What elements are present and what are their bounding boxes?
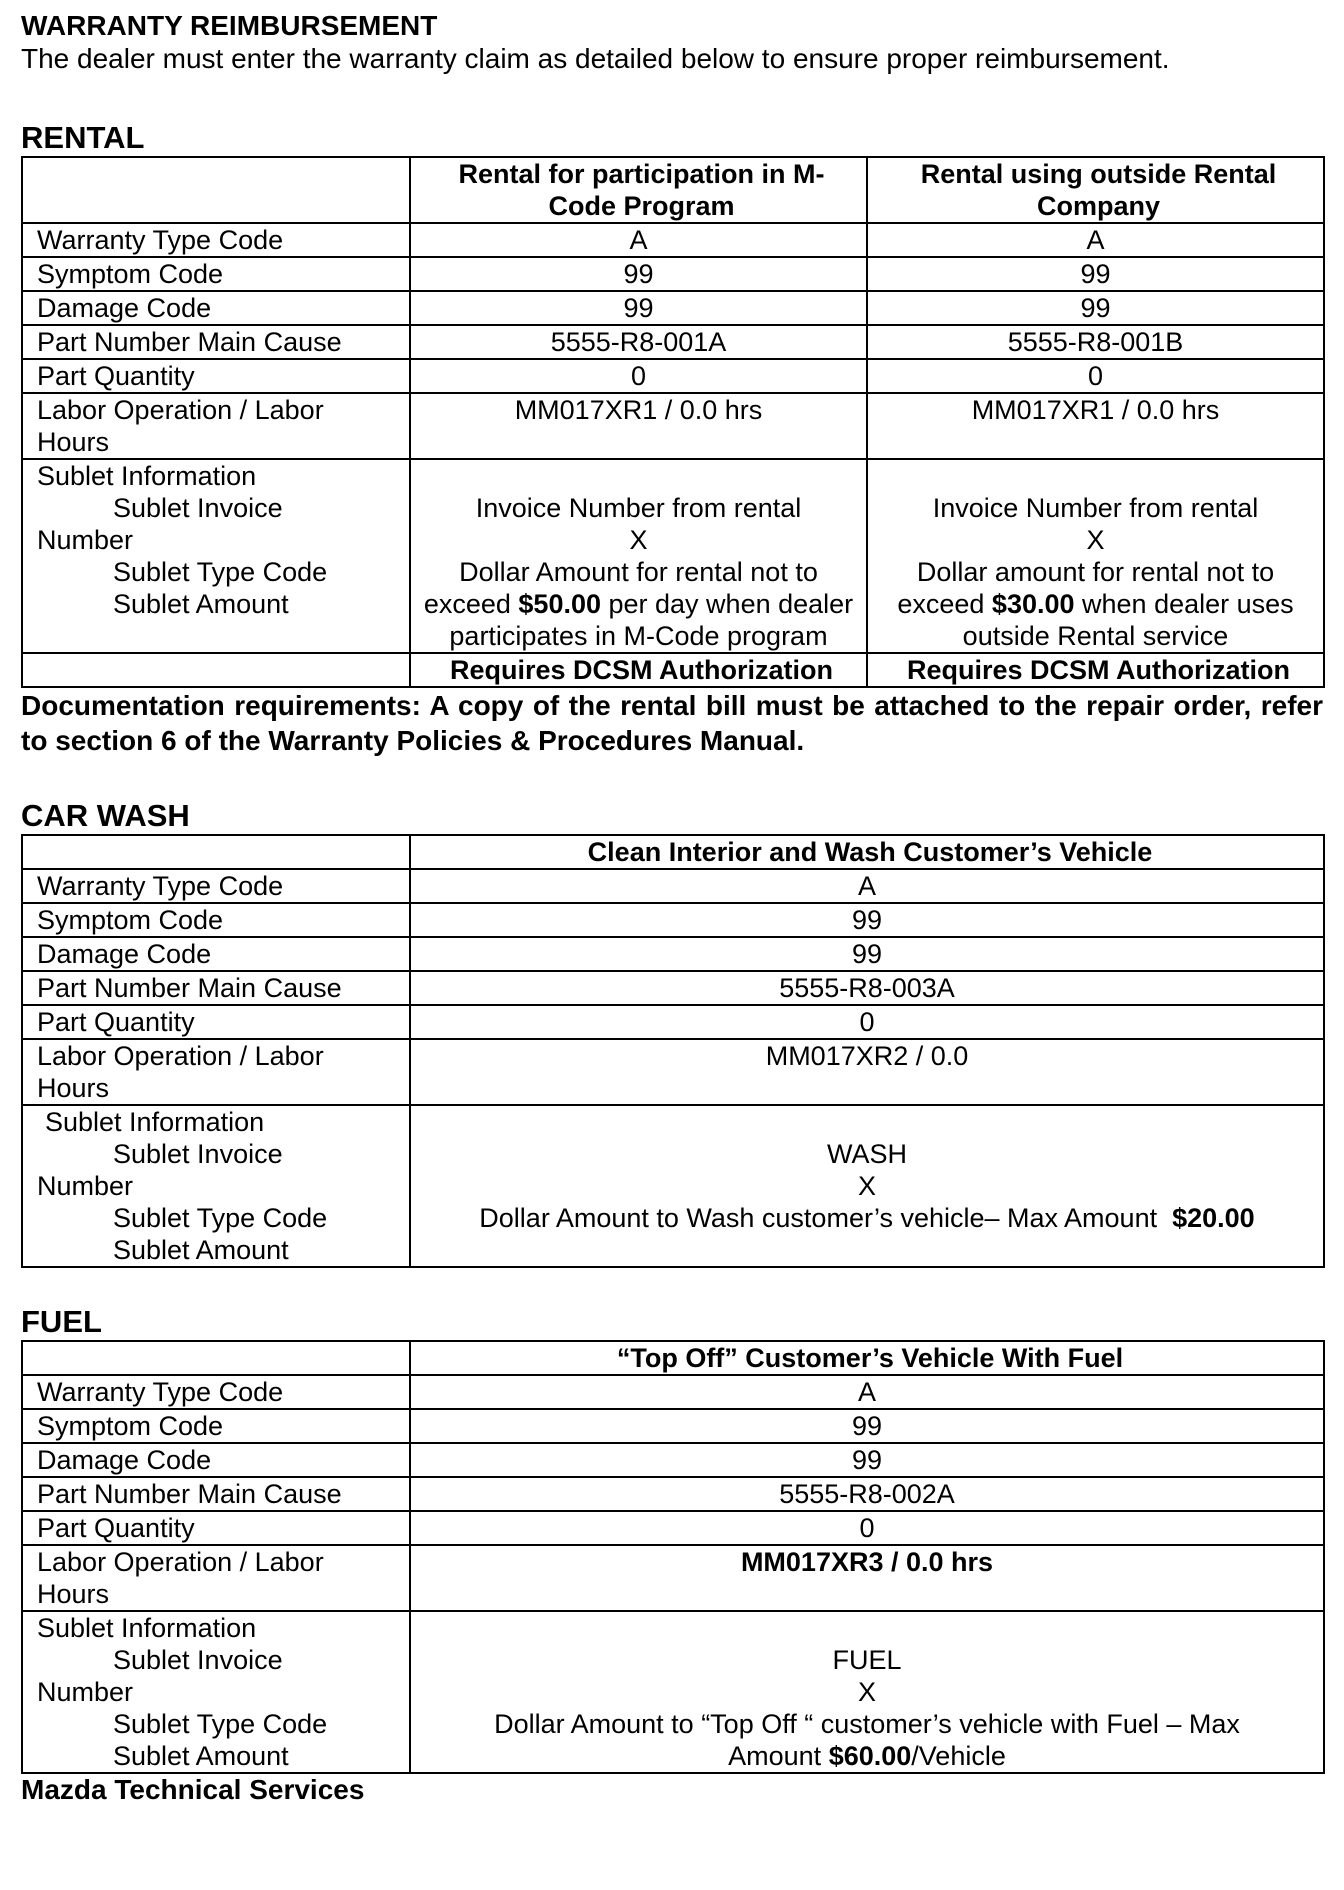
row-label: Symptom Code (22, 903, 410, 937)
table-row (22, 325, 1324, 359)
column-header: Rental using outside Rental Company (867, 157, 1324, 223)
text-span: Dollar Amount to Wash customer’s vehicle– Max Amount (479, 1203, 1173, 1233)
table-cell: 5555-R8-001B (867, 325, 1324, 359)
row-label: Part Quantity (22, 359, 410, 393)
text-span: when dealer uses outside Rental service (962, 589, 1294, 651)
table-cell: 99 (410, 1443, 1324, 1477)
table-row (22, 1611, 1324, 1773)
fuel-table (21, 1340, 1325, 1774)
table-cell: 0 (410, 1511, 1324, 1545)
label-line: Labor Operation / Labor (37, 395, 324, 425)
label-line: Sublet Type Code (113, 1203, 328, 1233)
fuel-heading: FUEL (21, 1304, 102, 1339)
table-cell: 0 (410, 1005, 1324, 1039)
row-label: Symptom Code (22, 1409, 410, 1443)
row-label: Part Quantity (22, 1005, 410, 1039)
page-title: WARRANTY REIMBURSEMENT (21, 10, 438, 41)
table-cell: 5555-R8-001A (410, 325, 867, 359)
cell-line (878, 556, 1313, 652)
label-line: Labor Operation / Labor (37, 1041, 324, 1071)
text-span: Dollar Amount to “Top Off “ customer’s vehicle with Fuel – Max Amount (494, 1709, 1240, 1771)
row-label (22, 459, 410, 653)
car-wash-table (21, 834, 1325, 1268)
cell-line (421, 556, 856, 652)
table-row (22, 257, 1324, 291)
row-label (22, 1105, 410, 1267)
amount-value: $50.00 (518, 589, 601, 619)
car-wash-heading: CAR WASH (21, 798, 190, 833)
row-label (22, 1611, 410, 1773)
label-line: Sublet Information (37, 1613, 257, 1643)
table-cell: 99 (867, 291, 1324, 325)
intro-text: The dealer must enter the warranty claim as detailed below to ensure proper reimbursement. (21, 43, 1170, 74)
table-row (22, 1477, 1324, 1511)
table-cell: A (867, 223, 1324, 257)
row-label: Symptom Code (22, 257, 410, 291)
table-row (22, 1443, 1324, 1477)
text-span: /Vehicle (911, 1741, 1006, 1771)
table-cell (22, 1341, 410, 1375)
table-row (22, 393, 1324, 459)
table-cell: 99 (410, 1409, 1324, 1443)
table-row (22, 1545, 1324, 1611)
label-line: Number (37, 525, 134, 555)
label-line: Hours (37, 427, 110, 457)
table-cell: 99 (410, 937, 1324, 971)
row-label (22, 1039, 410, 1105)
label-line: Sublet Type Code (113, 1709, 328, 1739)
cell-line: X (857, 1171, 876, 1201)
authorization-note: Requires DCSM Authorization (867, 653, 1324, 687)
cell-line (471, 1708, 1263, 1772)
cell-line: Invoice Number from rental (932, 493, 1259, 523)
label-line: Hours (37, 1579, 110, 1609)
table-row (22, 459, 1324, 653)
amount-value: $60.00 (828, 1741, 912, 1771)
table-cell: 99 (867, 257, 1324, 291)
table-cell: 5555-R8-003A (410, 971, 1324, 1005)
amount-value: $30.00 (991, 589, 1075, 619)
rental-heading: RENTAL (21, 120, 145, 155)
document-page (21, 10, 1323, 1806)
authorization-note: Requires DCSM Authorization (410, 653, 867, 687)
cell-line: FUEL (832, 1645, 902, 1675)
table-cell (410, 459, 867, 653)
table-cell: 99 (410, 903, 1324, 937)
table-cell (410, 1611, 1324, 1773)
table-header-row (22, 835, 1324, 869)
cell-line: X (1086, 525, 1105, 555)
row-label: Part Quantity (22, 1511, 410, 1545)
label-line: Labor Operation / Labor (37, 1547, 324, 1577)
label-line: Sublet Invoice (113, 1139, 283, 1169)
table-cell (867, 459, 1324, 653)
label-line: Sublet Amount (113, 1235, 289, 1265)
row-label: Warranty Type Code (22, 869, 410, 903)
table-cell: 5555-R8-002A (410, 1477, 1324, 1511)
text-span: Dollar Amount for rental not to exceed (423, 557, 818, 619)
table-row (22, 1409, 1324, 1443)
label-line: Sublet Amount (113, 589, 289, 619)
cell-line: WASH (827, 1139, 907, 1169)
row-label: Part Number Main Cause (22, 325, 410, 359)
table-header-row (22, 1341, 1324, 1375)
table-row (22, 1375, 1324, 1409)
table-row (22, 1105, 1324, 1267)
table-cell (22, 157, 410, 223)
cell-line: X (857, 1677, 876, 1707)
table-cell: 99 (410, 257, 867, 291)
table-cell: A (410, 1375, 1324, 1409)
table-row (22, 359, 1324, 393)
table-cell (22, 653, 410, 687)
table-cell: 99 (410, 291, 867, 325)
table-row (22, 937, 1324, 971)
label-line: Sublet Invoice (113, 1645, 283, 1675)
cell-line: Invoice Number from rental (475, 493, 802, 523)
table-row (22, 1511, 1324, 1545)
table-row (22, 1039, 1324, 1105)
row-label: Part Number Main Cause (22, 971, 410, 1005)
table-row (22, 291, 1324, 325)
cell-line: X (629, 525, 648, 555)
row-label (22, 393, 410, 459)
table-cell: 0 (410, 359, 867, 393)
documentation-requirements: Documentation requirements: A copy of the rental bill must be attached to the repair order, refer to section 6 of the Warranty Policies & Procedures Manual. (21, 690, 1323, 756)
table-row (22, 971, 1324, 1005)
row-label: Warranty Type Code (22, 1375, 410, 1409)
table-cell: A (410, 223, 867, 257)
table-row (22, 653, 1324, 687)
table-cell (410, 1105, 1324, 1267)
table-header-row (22, 157, 1324, 223)
column-header: “Top Off” Customer’s Vehicle With Fuel (410, 1341, 1324, 1375)
table-cell: 0 (867, 359, 1324, 393)
table-row (22, 869, 1324, 903)
footer-text: Mazda Technical Services (21, 1774, 365, 1805)
row-label: Damage Code (22, 937, 410, 971)
table-cell: MM017XR3 / 0.0 hrs (410, 1545, 1324, 1611)
row-label: Part Number Main Cause (22, 1477, 410, 1511)
table-row (22, 903, 1324, 937)
text-span: Dollar amount for rental not to exceed (897, 557, 1275, 619)
label-line: Number (37, 1677, 134, 1707)
table-cell: MM017XR2 / 0.0 (410, 1039, 1324, 1105)
table-row (22, 223, 1324, 257)
label-line: Number (37, 1171, 134, 1201)
label-line: Sublet Invoice (113, 493, 283, 523)
cell-line (421, 1202, 1313, 1234)
row-label: Damage Code (22, 291, 410, 325)
column-header: Rental for participation in M-Code Program (410, 157, 867, 223)
table-row (22, 1005, 1324, 1039)
rental-table (21, 156, 1325, 688)
row-label: Damage Code (22, 1443, 410, 1477)
table-cell: A (410, 869, 1324, 903)
text-span: per day when dealer participates in M-Code program (449, 589, 854, 651)
label-line: Sublet Type Code (113, 557, 328, 587)
label-line: Hours (37, 1073, 110, 1103)
table-cell: MM017XR1 / 0.0 hrs (867, 393, 1324, 459)
table-cell: MM017XR1 / 0.0 hrs (410, 393, 867, 459)
table-cell (22, 835, 410, 869)
label-line: Sublet Information (37, 461, 257, 491)
amount-value: $20.00 (1172, 1203, 1255, 1233)
label-line: Sublet Information (45, 1107, 265, 1137)
row-label (22, 1545, 410, 1611)
column-header: Clean Interior and Wash Customer’s Vehicle (410, 835, 1324, 869)
label-line: Sublet Amount (113, 1741, 289, 1771)
row-label: Warranty Type Code (22, 223, 410, 257)
